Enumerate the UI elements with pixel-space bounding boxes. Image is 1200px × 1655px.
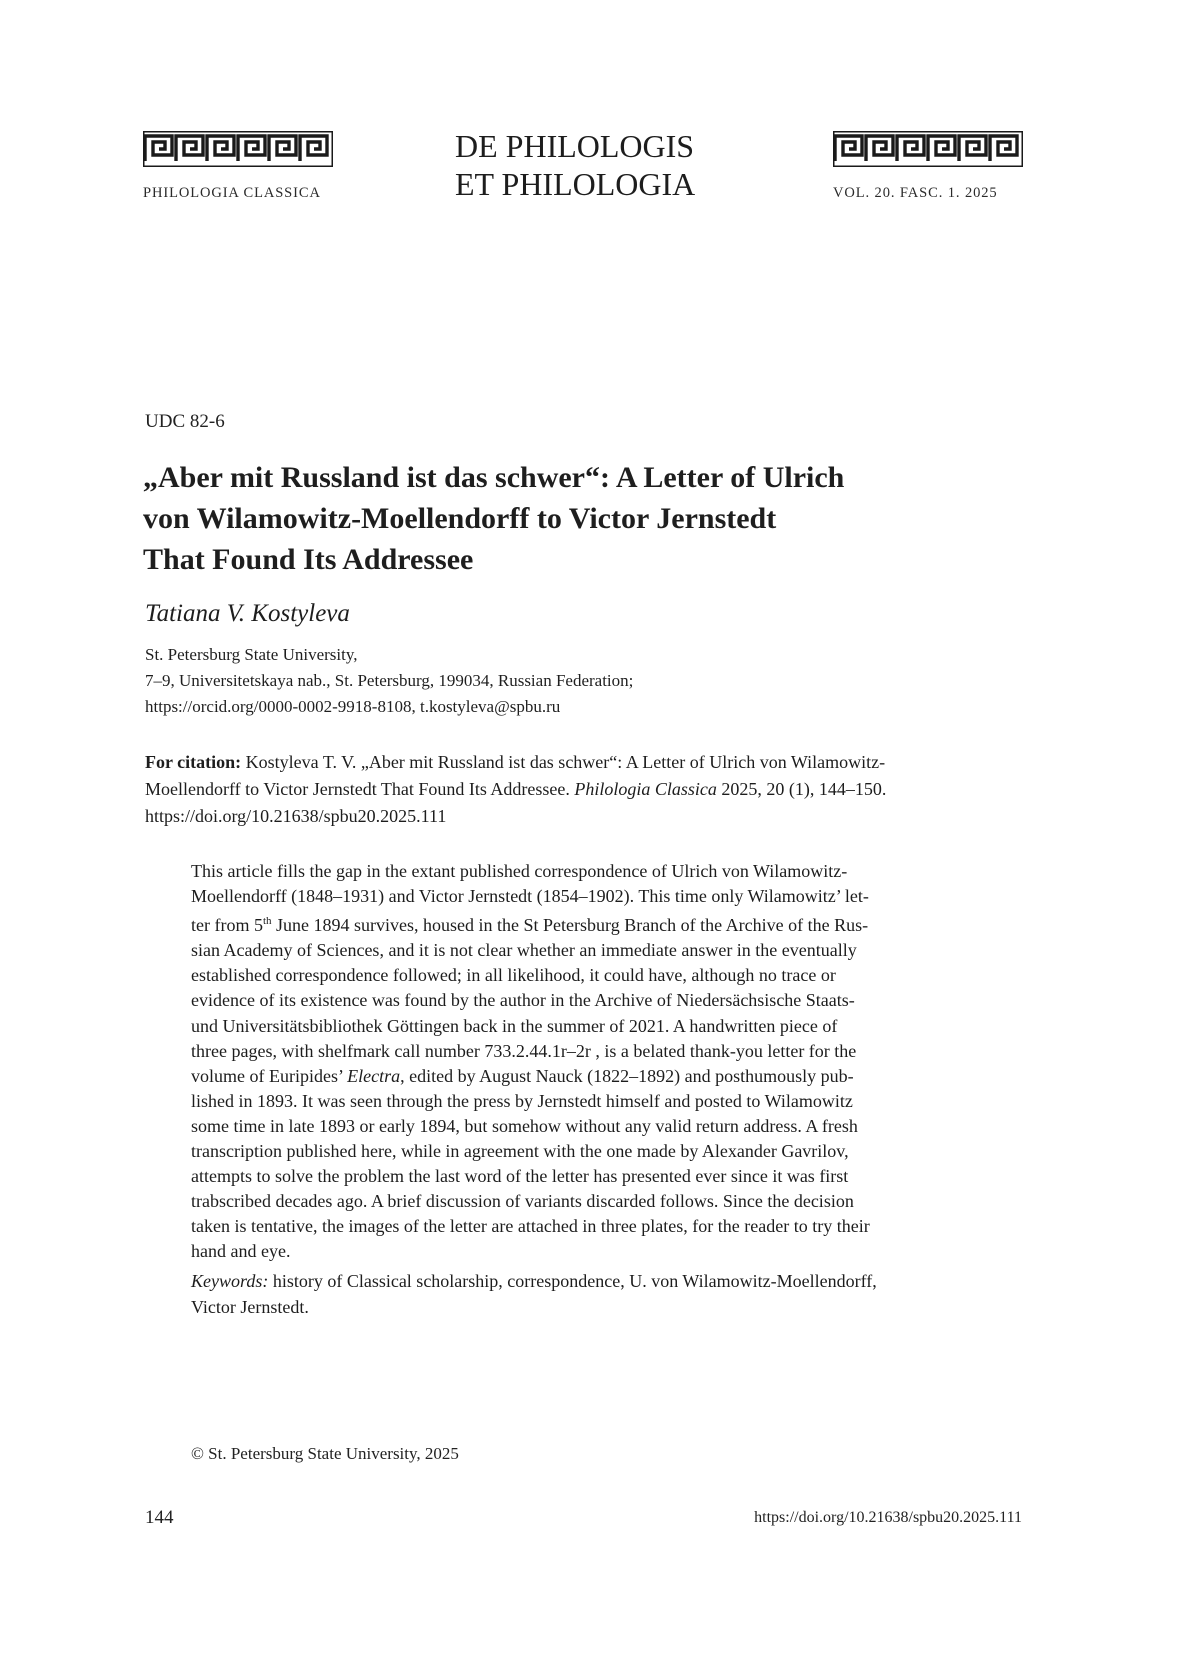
- abstract-text: , edited by August Nauck (1822–1892) and posthumously pub-: [400, 1065, 854, 1086]
- abstract-line: Moellendorff (1848–1931) and Victor Jernstedt (1854–1902). This time only Wilamowitz’ let-: [191, 886, 869, 907]
- abstract-line: taken is tentative, the images of the letter are attached in three plates, for the reader to try their: [191, 1216, 870, 1237]
- keywords-label: Keywords:: [191, 1271, 269, 1291]
- abstract: [191, 859, 1026, 1265]
- title-line: „Aber mit Russland ist das schwer“: A Letter of Ulrich: [143, 461, 845, 494]
- keywords: [191, 1268, 1026, 1320]
- citation-label: For citation:: [145, 752, 242, 772]
- abstract-line: evidence of its existence was found by the author in the Archive of Niedersächsische Staats-: [191, 990, 855, 1011]
- journal-title-line: ET PHILOLOGIA: [455, 166, 696, 202]
- abstract-line: und Universitätsbibliothek Göttingen back in the summer of 2021. A handwritten piece of: [191, 1015, 838, 1036]
- title-line: von Wilamowitz-Moellendorff to Victor Jernstedt: [143, 502, 777, 535]
- abstract-line: trabscribed decades ago. A brief discussion of variants discarded follows. Since the decision: [191, 1191, 854, 1212]
- udc-code: UDC 82-6: [145, 411, 225, 432]
- citation-journal: Philologia Classica: [574, 779, 717, 799]
- abstract-line: This article fills the gap in the extant published correspondence of Ulrich von Wilamowitz-: [191, 861, 848, 881]
- greek-key-icon: [143, 131, 333, 167]
- title-line: That Found Its Addressee: [143, 543, 474, 576]
- affiliation-line: 7–9, Universitetskaya nab., St. Petersburg, 199034, Russian Federation;: [145, 671, 634, 690]
- greek-key-icon: [833, 131, 1023, 167]
- citation-text: 2025, 20 (1), 144–150.: [716, 779, 887, 799]
- citation-text: Moellendorff to Victor Jernstedt That Found Its Addressee.: [145, 779, 575, 799]
- abstract-italic: Electra: [347, 1065, 401, 1086]
- abstract-line: [191, 1064, 1026, 1089]
- keywords-text: history of Classical scholarship, correspondence, U. von Wilamowitz-Moellendorff,: [268, 1271, 877, 1291]
- abstract-line: transcription published here, while in agreement with the one made by Alexander Gavrilov,: [191, 1141, 849, 1162]
- abstract-text: volume of Euripides’: [191, 1065, 348, 1086]
- abstract-line: some time in late 1893 or early 1894, but somehow without any valid return address. A fresh: [191, 1115, 858, 1136]
- footer-doi-link[interactable]: https://doi.org/10.21638/spbu20.2025.111: [754, 1509, 1022, 1526]
- abstract-text: ter from 5: [191, 915, 263, 936]
- page-number: 144: [145, 1507, 174, 1528]
- abstract-line: attempts to solve the problem the last word of the letter has presented ever since it was first: [191, 1166, 849, 1187]
- series-name: PHILOLOGIA CLASSICA: [143, 185, 321, 201]
- copyright-notice: © St. Petersburg State University, 2025: [191, 1444, 459, 1463]
- volume-info: VOL. 20. FASC. 1. 2025: [833, 185, 998, 201]
- article-title: [143, 457, 1063, 580]
- citation-doi: https://doi.org/10.21638/spbu20.2025.111: [145, 806, 447, 826]
- journal-title: [455, 127, 695, 203]
- journal-title-line: DE PHILOLOGIS: [455, 128, 695, 164]
- affiliation-line: St. Petersburg State University,: [145, 645, 358, 664]
- abstract-line: three pages, with shelfmark call number 733.2.44.1r–2r , is a belated thank-you letter for the: [191, 1040, 857, 1061]
- superscript: th: [262, 915, 272, 928]
- citation-text: Kostyleva T. V. „Aber mit Russland ist das schwer“: A Letter of Ulrich von Wilamowitz-: [241, 752, 886, 772]
- abstract-line: sian Academy of Sciences, and it is not clear whether an immediate answer in the eventually: [191, 940, 857, 961]
- abstract-line: lished in 1893. It was seen through the press by Jernstedt himself and posted to Wilamowitz: [191, 1090, 853, 1111]
- abstract-line: established correspondence followed; in all likelihood, it could have, although no trace or: [191, 965, 836, 986]
- author-name: Tatiana V. Kostyleva: [145, 600, 350, 627]
- abstract-text: June 1894 survives, housed in the St Petersburg Branch of the Archive of the Rus-: [271, 915, 869, 936]
- keywords-text: Victor Jernstedt.: [191, 1297, 309, 1317]
- abstract-line: hand and eye.: [191, 1241, 291, 1262]
- affiliation: [145, 642, 633, 720]
- abstract-line: [191, 909, 1026, 938]
- affiliation-line: https://orcid.org/0000-0002-9918-8108, t.kostyleva@spbu.ru: [145, 697, 561, 716]
- citation-block: [145, 749, 1025, 830]
